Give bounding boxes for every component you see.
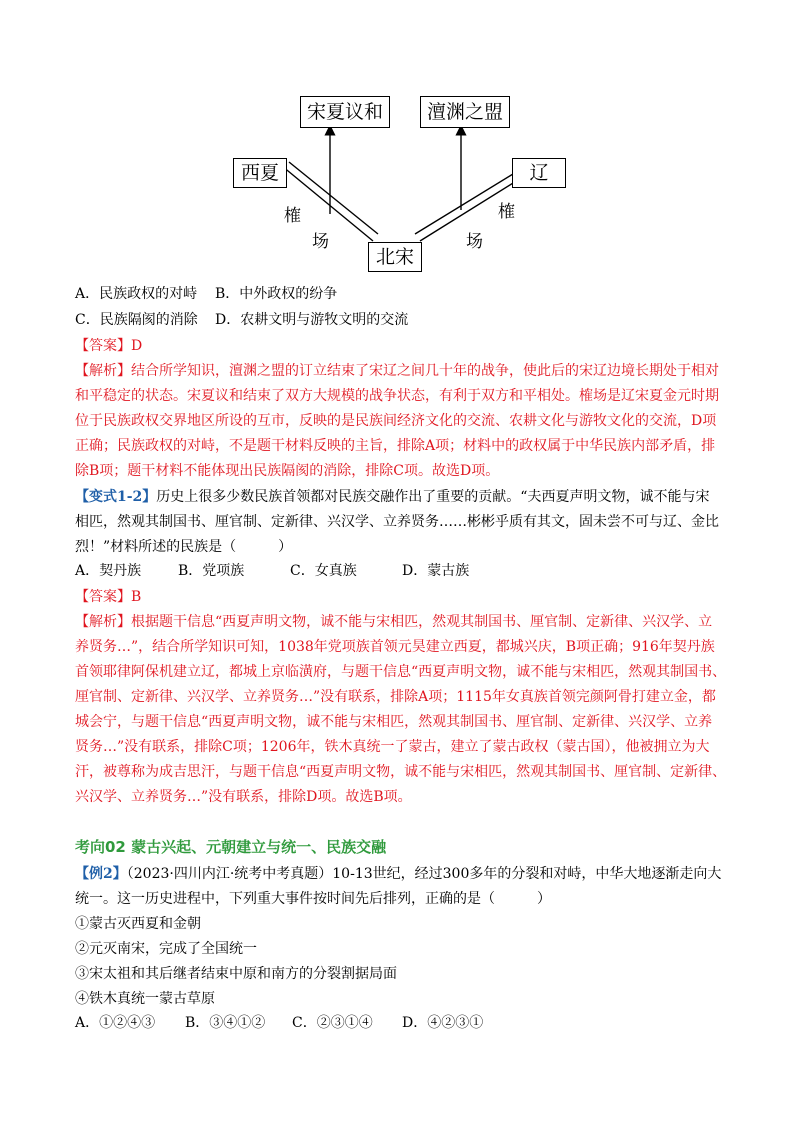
q3-option-a: A．①②④③ (75, 1015, 156, 1031)
left-route-line (289, 162, 378, 234)
beisong-box: 北宋 (368, 242, 422, 272)
q3-option-d: D．④②③① (402, 1015, 484, 1031)
q2-analysis-line-7: 汗，被尊称为成吉思汗，与题干信息“西夏声明文物，诚不能与宋相匹，然观其制国书、厘官制、定新律、 (75, 764, 727, 780)
song-xia-peace-box: 宋夏议和 (300, 96, 390, 128)
q1-answer-tag: 【答案】 (75, 338, 131, 354)
q2-analysis-line-2: 养贤务…”，结合所学知识可知，1038年党项族首领元昊建立西夏，都城兴庆，B项正确；916年契丹族 (75, 639, 715, 655)
q2-option-a: A．契丹族 (75, 563, 142, 579)
q1-option-a: A．民族政权的对峙 (75, 286, 198, 302)
q3-option-b: B．③④①② (185, 1015, 266, 1031)
chanyuan-alliance-box: 澶渊之盟 (420, 96, 510, 128)
q1-answer (75, 336, 142, 356)
q1-option-b: B．中外政权的纷争 (215, 286, 338, 302)
trade-diagram (220, 88, 580, 278)
q3-item-2: ②元灭南宋，完成了全国统一 (75, 941, 257, 957)
q2-answer-tag: 【答案】 (75, 589, 131, 605)
q3-option-c: C．②③①④ (292, 1015, 373, 1031)
q2-stem-line-2: 相匹，然观其制国书、厘官制、定新律、兴汉学、立养贤务……彬彬乎质有其文，固未尝不可与辽、金比 (75, 514, 719, 530)
q2-analysis-line-1 (75, 612, 712, 632)
liao-box: 辽 (512, 158, 566, 188)
analysis-text: 根据题干信息“西夏声明文物，诚不能与宋相匹，然观其制国书、厘官制、定新律、兴汉学、立 (131, 614, 713, 630)
q1-analysis-line-3: 位于民族政权交界地区所设的互市，反映的是民族间经济文化的交流、农耕文化与游牧文化的交流，D项 (75, 413, 717, 429)
q1-option-d: D．农耕文明与游牧文明的交流 (215, 312, 409, 328)
q3-stem-line-2: 统一。这一历史进程中，下列重大事件按时间先后排列，正确的是（ ） (75, 891, 551, 907)
q1-options-row-2 (75, 310, 408, 330)
que-left-label: 榷 (284, 206, 301, 226)
q3-tag: 【例2】 (75, 866, 127, 882)
q3-item-1: ①蒙古灭西夏和金朝 (75, 916, 201, 932)
chang-right-label: 场 (466, 232, 483, 252)
q3-item-4: ④铁木真统一蒙古草原 (75, 991, 215, 1007)
q1-analysis-line-1 (75, 361, 719, 381)
stem-text: 历史上很多少数民族首领都对民族交融作出了重要的贡献。“夫西夏声明文物，诚不能与宋 (156, 489, 710, 505)
section-heading: 考向02 蒙古兴起、元朝建立与统一、民族交融 (75, 838, 387, 856)
q2-answer (75, 587, 141, 607)
q3-stem-line-1 (75, 864, 721, 884)
q2-tag: 【变式1-2】 (75, 489, 157, 505)
q2-option-c: C．女真族 (290, 563, 357, 579)
left-route-line (282, 166, 373, 241)
q2-analysis-line-5: 城会宁，与题干信息“西夏声明文物，诚不能与宋相匹，然观其制国书、厘官制、定新律、兴汉学、立养 (75, 714, 713, 730)
q2-options-row (75, 561, 469, 581)
chang-left-label: 场 (312, 232, 329, 252)
q1-answer-value: D (131, 338, 143, 354)
stem-text: （2023·四川内江·统考中考真题）10-13世纪，经过300多年的分裂和对峙，中华大地逐渐走向大 (126, 866, 722, 882)
que-right-label: 榷 (498, 202, 515, 222)
q2-stem-line-1 (75, 487, 709, 507)
q2-analysis-line-4: 厘官制、定新律、兴汉学、立养贤务…”没有联系，排除A项；1115年女真族首领完颜阿骨打建立金，都 (75, 689, 716, 705)
q2-option-b: B．党项族 (178, 563, 245, 579)
q1-analysis-line-5: 除B项；题干材料不能体现出民族隔阂的消除，排除C项。故选D项。 (75, 463, 500, 479)
q2-analysis-line-8: 兴汉学、立养贤务…”没有联系，排除D项。故选B项。 (75, 789, 412, 805)
q2-answer-value: B (131, 589, 142, 605)
q2-analysis-line-3: 首领耶律阿保机建立辽，都城上京临潢府，与题干信息“西夏声明文物，诚不能与宋相匹，然观其制国书、 (75, 664, 727, 680)
q1-analysis-line-4: 正确；民族政权的对峙，不是题干材料反映的主旨，排除A项；材料中的政权属于中华民族内部矛盾，排 (75, 438, 716, 454)
q3-item-3: ③宋太祖和其后继者结束中原和南方的分裂割据局面 (75, 966, 397, 982)
q1-option-c: C．民族隔阂的消除 (75, 312, 198, 328)
q2-option-d: D．蒙古族 (402, 563, 470, 579)
xixia-box: 西夏 (233, 158, 287, 188)
q3-options-row (75, 1013, 483, 1033)
q2-stem-line-3: 烈！”材料所述的民族是（ ） (75, 539, 293, 555)
analysis-text: 结合所学知识，澶渊之盟的订立结束了宋辽之间几十年的战争，使此后的宋辽边境长期处于相对 (131, 363, 719, 379)
q1-analysis-tag: 【解析】 (75, 363, 131, 379)
q2-analysis-line-6: 贤务…”没有联系，排除C项；1206年，铁木真统一了蒙古，建立了蒙古政权（蒙古国），他被拥立为大 (75, 739, 710, 755)
q1-analysis-line-2: 和平稳定的状态。宋夏议和结束了双方大规模的战争状态，有利于双方和平相处。榷场是辽宋夏金元时期 (75, 388, 719, 404)
q2-analysis-tag: 【解析】 (75, 614, 131, 630)
q1-options-row-1 (75, 284, 337, 304)
